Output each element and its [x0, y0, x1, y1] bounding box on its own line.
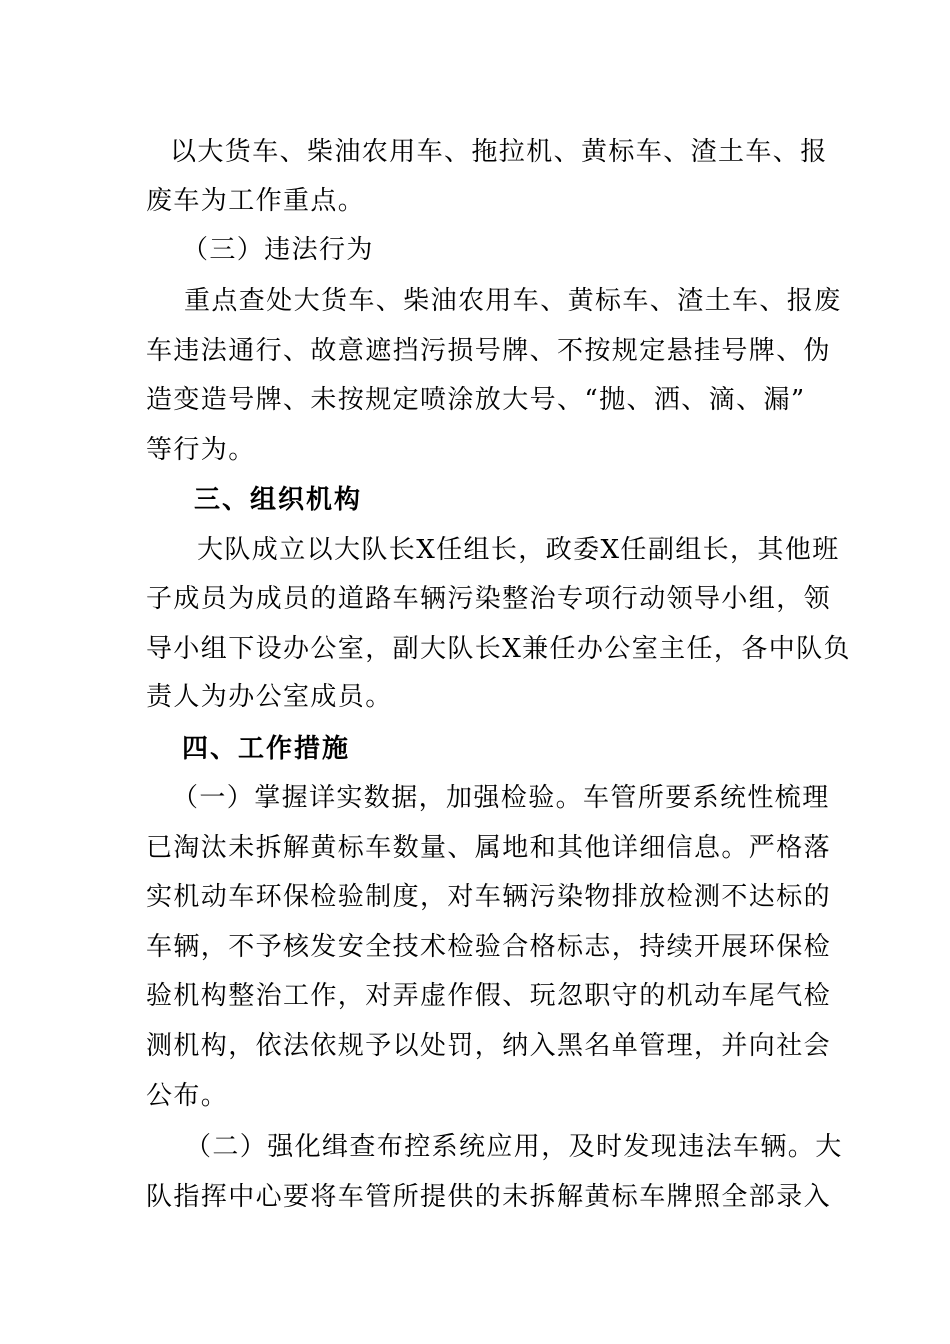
para-3-line-4: 责人为办公室成员。	[146, 682, 393, 712]
heading-work-measures: 四、工作措施	[182, 734, 351, 764]
subheading-illegal-behavior: （三）违法行为	[182, 235, 374, 265]
para-2-line-1: 重点查处大货车、柴油农用车、黄标车、渣土车、报废	[184, 286, 842, 316]
para-4-line-5: 验机构整治工作，对弄虚作假、玩忽职守的机动车尾气检	[146, 981, 832, 1011]
para-2-line-4: 等行为。	[146, 435, 256, 465]
para-1-line-1: 以大货车、柴油农用车、拖拉机、黄标车、渣土车、报	[170, 137, 828, 167]
para-3-line-3: 导小组下设办公室，副大队长X兼任办公室主任，各中队负	[146, 634, 851, 664]
para-2-line-2: 车违法通行、故意遮挡污损号牌、不按规定悬挂号牌、伪	[146, 336, 832, 366]
para-5-line-2: 队指挥中心要将车管所提供的未拆解黄标车牌照全部录入	[146, 1182, 832, 1212]
para-3-line-1: 大队成立以大队长X任组长，政委X任副组长，其他班	[197, 535, 840, 565]
para-1-line-2: 废车为工作重点。	[146, 186, 366, 216]
para-3-line-2: 子成员为成员的道路车辆污染整治专项行动领导小组，领	[146, 584, 832, 614]
heading-organization: 三、组织机构	[194, 485, 363, 515]
para-5-line-1: （二）强化缉查布控系统应用，及时发现违法车辆。大	[185, 1132, 843, 1162]
para-4-line-7: 公布。	[146, 1081, 229, 1111]
para-4-line-6: 测机构，依法依规予以处罚，纳入黑名单管理，并向社会	[146, 1031, 832, 1061]
para-4-line-3: 实机动车环保检验制度，对车辆污染物排放检测不达标的	[146, 882, 832, 912]
para-4-line-4: 车辆，不予核发安全技术检验合格标志，持续开展环保检	[146, 932, 832, 962]
para-4-line-2: 已淘汰未拆解黄标车数量、属地和其他详细信息。严格落	[146, 833, 832, 863]
para-4-line-1: （一）掌握详实数据，加强检验。车管所要系统性梳理	[172, 783, 830, 813]
para-2-line-3: 造变造号牌、未按规定喷涂放大号、“抛、洒、滴、漏”	[146, 385, 806, 415]
